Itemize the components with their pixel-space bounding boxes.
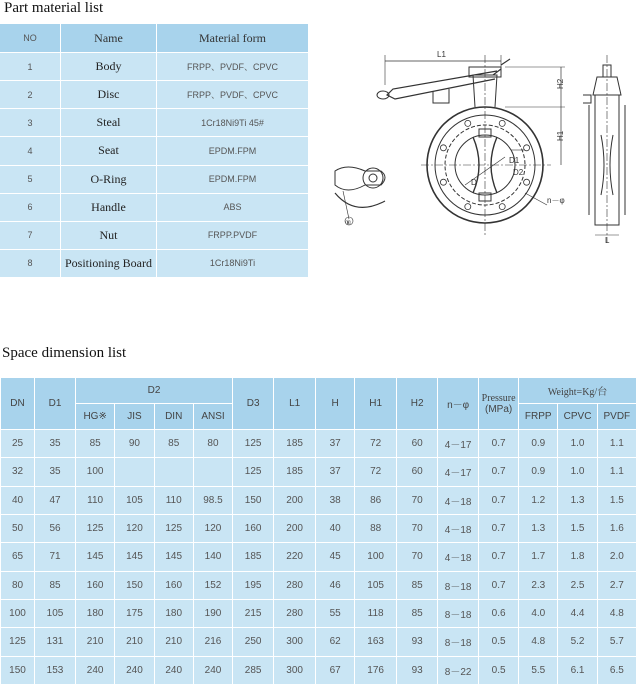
header-dn: DN	[1, 378, 35, 430]
table-cell: 250	[233, 628, 274, 656]
header-weight-frpp: FRPP	[519, 404, 558, 430]
table-cell: 6.5	[597, 656, 636, 684]
table-cell: 60	[397, 458, 438, 486]
header-d2-din: DIN	[154, 404, 193, 430]
table-cell: 0.7	[479, 571, 519, 599]
table-cell: 200	[274, 514, 316, 542]
header-d3: D3	[233, 378, 274, 430]
table-cell: 152	[193, 571, 232, 599]
part-name: Disc	[61, 81, 157, 109]
part-name: Positioning Board	[61, 249, 157, 277]
table-cell: 40	[316, 514, 355, 542]
table-cell: 1.1	[597, 430, 636, 458]
table-cell: 300	[274, 628, 316, 656]
table-row	[0, 109, 308, 137]
table-cell: 70	[397, 486, 438, 514]
table-cell: 105	[35, 599, 76, 627]
table-cell: 150	[1, 656, 35, 684]
table-cell: 110	[76, 486, 115, 514]
part-no: 8	[0, 249, 61, 277]
header-material: Material form	[157, 24, 309, 53]
label-d1: D1	[509, 156, 520, 165]
bolt-hole	[524, 179, 530, 185]
table-cell: 88	[355, 514, 397, 542]
table-cell: 50	[1, 514, 35, 542]
table-cell: 5.7	[597, 628, 636, 656]
table-cell: 70	[397, 514, 438, 542]
bolt-hole	[440, 179, 446, 185]
dim-header-row-1	[1, 378, 637, 404]
table-cell: 285	[233, 656, 274, 684]
table-cell	[115, 458, 154, 486]
part-name: Handle	[61, 193, 157, 221]
table-cell: 240	[154, 656, 193, 684]
table-cell: 240	[76, 656, 115, 684]
table-cell: 8－18	[438, 599, 479, 627]
table-cell: 8－18	[438, 571, 479, 599]
table-cell: 5.5	[519, 656, 558, 684]
table-cell: 145	[115, 543, 154, 571]
dimension-list-title: Space dimension list	[2, 345, 127, 361]
table-cell: 86	[355, 486, 397, 514]
table-cell: 145	[154, 543, 193, 571]
table-cell: 180	[76, 599, 115, 627]
table-cell: 0.9	[519, 430, 558, 458]
table-cell: 300	[274, 656, 316, 684]
table-cell: 0.7	[479, 486, 519, 514]
table-cell: 240	[115, 656, 154, 684]
part-name: Seat	[61, 137, 157, 165]
label-h2: H2	[556, 78, 565, 89]
table-cell: 215	[233, 599, 274, 627]
part-material: ABS	[157, 193, 309, 221]
table-cell: 67	[316, 656, 355, 684]
pressure-label: Pressure	[481, 392, 516, 404]
table-cell: 120	[193, 514, 232, 542]
table-row	[1, 656, 637, 684]
table-cell: 37	[316, 458, 355, 486]
table-cell: 163	[355, 628, 397, 656]
part-no: 1	[0, 53, 61, 81]
part-no: 5	[0, 165, 61, 193]
table-cell: 280	[274, 571, 316, 599]
part-material: EPDM.FPM	[157, 137, 309, 165]
table-cell: 118	[355, 599, 397, 627]
table-cell: 220	[274, 543, 316, 571]
table-cell: 25	[1, 430, 35, 458]
pressure-unit: (MPa)	[485, 403, 513, 415]
table-cell: 98.5	[193, 486, 232, 514]
table-cell: 72	[355, 430, 397, 458]
valve-front-view	[377, 55, 565, 235]
header-d2: D2	[76, 378, 233, 404]
table-cell: 0.6	[479, 599, 519, 627]
table-cell: 1.3	[519, 514, 558, 542]
table-cell: 0.7	[479, 514, 519, 542]
valve-drawing	[325, 45, 637, 255]
label-d: D	[471, 178, 477, 187]
table-cell: 8－22	[438, 656, 479, 684]
table-cell: 40	[1, 486, 35, 514]
table-cell: 100	[1, 599, 35, 627]
table-row	[1, 628, 637, 656]
table-cell: 47	[35, 486, 76, 514]
table-cell: 0.5	[479, 656, 519, 684]
header-h1: H1	[355, 378, 397, 430]
table-cell: 4.8	[519, 628, 558, 656]
table-cell: 55	[316, 599, 355, 627]
bolt-hole	[499, 120, 505, 126]
table-row	[1, 486, 637, 514]
table-cell: 131	[35, 628, 76, 656]
table-cell: 0.7	[479, 458, 519, 486]
table-row	[1, 458, 637, 486]
table-cell: 105	[355, 571, 397, 599]
table-cell: 110	[154, 486, 193, 514]
table-cell: 80	[1, 571, 35, 599]
table-cell: 190	[193, 599, 232, 627]
table-cell: 1.0	[558, 458, 597, 486]
header-h2: H2	[397, 378, 438, 430]
table-cell: 80	[193, 430, 232, 458]
table-cell: 1.8	[558, 543, 597, 571]
table-row	[0, 81, 308, 109]
table-cell: 93	[397, 628, 438, 656]
table-cell: 1.7	[519, 543, 558, 571]
table-cell: 4－18	[438, 486, 479, 514]
table-row	[1, 599, 637, 627]
space-dimension-table	[0, 377, 637, 685]
table-cell: 45	[316, 543, 355, 571]
table-cell: 2.5	[558, 571, 597, 599]
part-no: 4	[0, 137, 61, 165]
table-row	[0, 221, 308, 249]
table-cell: 105	[115, 486, 154, 514]
table-cell: 1.3	[558, 486, 597, 514]
table-cell: 1.5	[558, 514, 597, 542]
table-cell: 5.2	[558, 628, 597, 656]
header-d2-hg: HG※	[76, 404, 115, 430]
table-cell: 2.7	[597, 571, 636, 599]
table-row	[1, 543, 637, 571]
table-cell: 70	[397, 543, 438, 571]
table-cell: 0.9	[519, 458, 558, 486]
table-cell: 1.1	[597, 458, 636, 486]
table-cell: 120	[115, 514, 154, 542]
table-cell: 0.5	[479, 628, 519, 656]
table-cell: 1.5	[597, 486, 636, 514]
table-cell: 100	[76, 458, 115, 486]
part-material: EPDM.FPM	[157, 165, 309, 193]
table-cell: 46	[316, 571, 355, 599]
table-cell: 85	[76, 430, 115, 458]
part-no: 7	[0, 221, 61, 249]
table-cell: 140	[193, 543, 232, 571]
table-cell: 125	[233, 458, 274, 486]
header-name: Name	[61, 24, 157, 53]
table-cell: 240	[193, 656, 232, 684]
table-cell: 2.0	[597, 543, 636, 571]
table-cell: 153	[35, 656, 76, 684]
header-h: H	[316, 378, 355, 430]
label-h1: H1	[556, 130, 565, 141]
table-cell: 185	[274, 430, 316, 458]
table-cell: 62	[316, 628, 355, 656]
table-cell: 125	[1, 628, 35, 656]
part-name: Nut	[61, 221, 157, 249]
table-cell: 125	[233, 430, 274, 458]
table-cell: 2.3	[519, 571, 558, 599]
part-list-title: Part material list	[4, 0, 104, 16]
header-weight-cpvc: CPVC	[558, 404, 597, 430]
bolt-hole	[465, 120, 471, 126]
table-cell: 85	[154, 430, 193, 458]
table-cell: 185	[274, 458, 316, 486]
table-cell: 150	[115, 571, 154, 599]
table-cell: 125	[154, 514, 193, 542]
table-row	[1, 430, 637, 458]
part-material: FRPP、PVDF、CPVC	[157, 53, 309, 81]
table-row	[1, 514, 637, 542]
table-cell: 4－18	[438, 514, 479, 542]
table-cell: 150	[233, 486, 274, 514]
table-cell: 175	[115, 599, 154, 627]
table-cell: 185	[233, 543, 274, 571]
table-cell: 160	[233, 514, 274, 542]
table-cell: 180	[154, 599, 193, 627]
table-cell: 38	[316, 486, 355, 514]
table-cell: 200	[274, 486, 316, 514]
header-d2-jis: JIS	[115, 404, 154, 430]
part-material: FRPP.PVDF	[157, 221, 309, 249]
table-cell: 216	[193, 628, 232, 656]
table-cell	[193, 458, 232, 486]
table-cell: 60	[397, 430, 438, 458]
table-cell: 85	[397, 599, 438, 627]
bolt-hole	[440, 145, 446, 151]
table-cell: 32	[1, 458, 35, 486]
part-name: Body	[61, 53, 157, 81]
table-cell: 1.2	[519, 486, 558, 514]
table-cell: 176	[355, 656, 397, 684]
table-cell: 35	[35, 458, 76, 486]
table-row	[0, 53, 308, 81]
bolt-hole	[465, 204, 471, 210]
part-no: 3	[0, 109, 61, 137]
bolt-hole	[499, 204, 505, 210]
table-row	[0, 165, 308, 193]
part-material: FRPP、PVDF、CPVC	[157, 81, 309, 109]
label-part-8: ⑧	[345, 220, 352, 227]
table-cell: 90	[115, 430, 154, 458]
table-cell: 160	[154, 571, 193, 599]
table-cell: 0.7	[479, 430, 519, 458]
table-cell: 65	[1, 543, 35, 571]
part-material: 1Cr18Ni9Ti 45#	[157, 109, 309, 137]
part-material-table	[0, 24, 308, 278]
table-cell: 56	[35, 514, 76, 542]
table-cell: 72	[355, 458, 397, 486]
part-name: Steal	[61, 109, 157, 137]
positioning-board-detail	[335, 167, 385, 225]
table-cell: 6.1	[558, 656, 597, 684]
table-cell: 280	[274, 599, 316, 627]
table-cell: 85	[35, 571, 76, 599]
label-l: L	[605, 236, 610, 245]
header-no: NO	[0, 24, 61, 53]
table-cell: 0.7	[479, 543, 519, 571]
header-d2-ansi: ANSI	[193, 404, 232, 430]
label-d2: D2	[513, 168, 524, 177]
table-cell: 145	[76, 543, 115, 571]
header-l1: L1	[274, 378, 316, 430]
header-d1: D1	[35, 378, 76, 430]
table-cell: 210	[76, 628, 115, 656]
table-cell: 8－18	[438, 628, 479, 656]
table-row	[0, 193, 308, 221]
part-no: 2	[0, 81, 61, 109]
table-cell: 4.4	[558, 599, 597, 627]
table-cell: 93	[397, 656, 438, 684]
part-material: 1Cr18Ni9Ti	[157, 249, 309, 277]
label-n-phi: n－φ	[547, 196, 565, 205]
table-cell: 37	[316, 430, 355, 458]
table-cell: 125	[76, 514, 115, 542]
valve-side-view	[583, 55, 625, 243]
table-row	[0, 249, 308, 277]
label-l1: L1	[437, 50, 446, 59]
table-cell: 100	[355, 543, 397, 571]
table-row	[0, 137, 308, 165]
table-cell: 210	[115, 628, 154, 656]
table-cell: 210	[154, 628, 193, 656]
header-n-phi: n－φ	[438, 378, 479, 430]
table-cell: 160	[76, 571, 115, 599]
part-no: 6	[0, 193, 61, 221]
table-cell: 195	[233, 571, 274, 599]
table-row	[1, 571, 637, 599]
table-cell: 35	[35, 430, 76, 458]
table-cell: 4－17	[438, 458, 479, 486]
table-cell: 71	[35, 543, 76, 571]
table-cell	[154, 458, 193, 486]
table-cell: 4－17	[438, 430, 479, 458]
header-pressure	[479, 378, 519, 430]
header-weight-pvdf: PVDF	[597, 404, 636, 430]
table-cell: 1.6	[597, 514, 636, 542]
table-cell: 4.0	[519, 599, 558, 627]
table-cell: 4－18	[438, 543, 479, 571]
table-cell: 85	[397, 571, 438, 599]
table-cell: 1.0	[558, 430, 597, 458]
header-weight: Weight=Kg/台	[519, 378, 637, 404]
part-name: O-Ring	[61, 165, 157, 193]
table-cell: 4.8	[597, 599, 636, 627]
part-table-header	[0, 24, 308, 53]
